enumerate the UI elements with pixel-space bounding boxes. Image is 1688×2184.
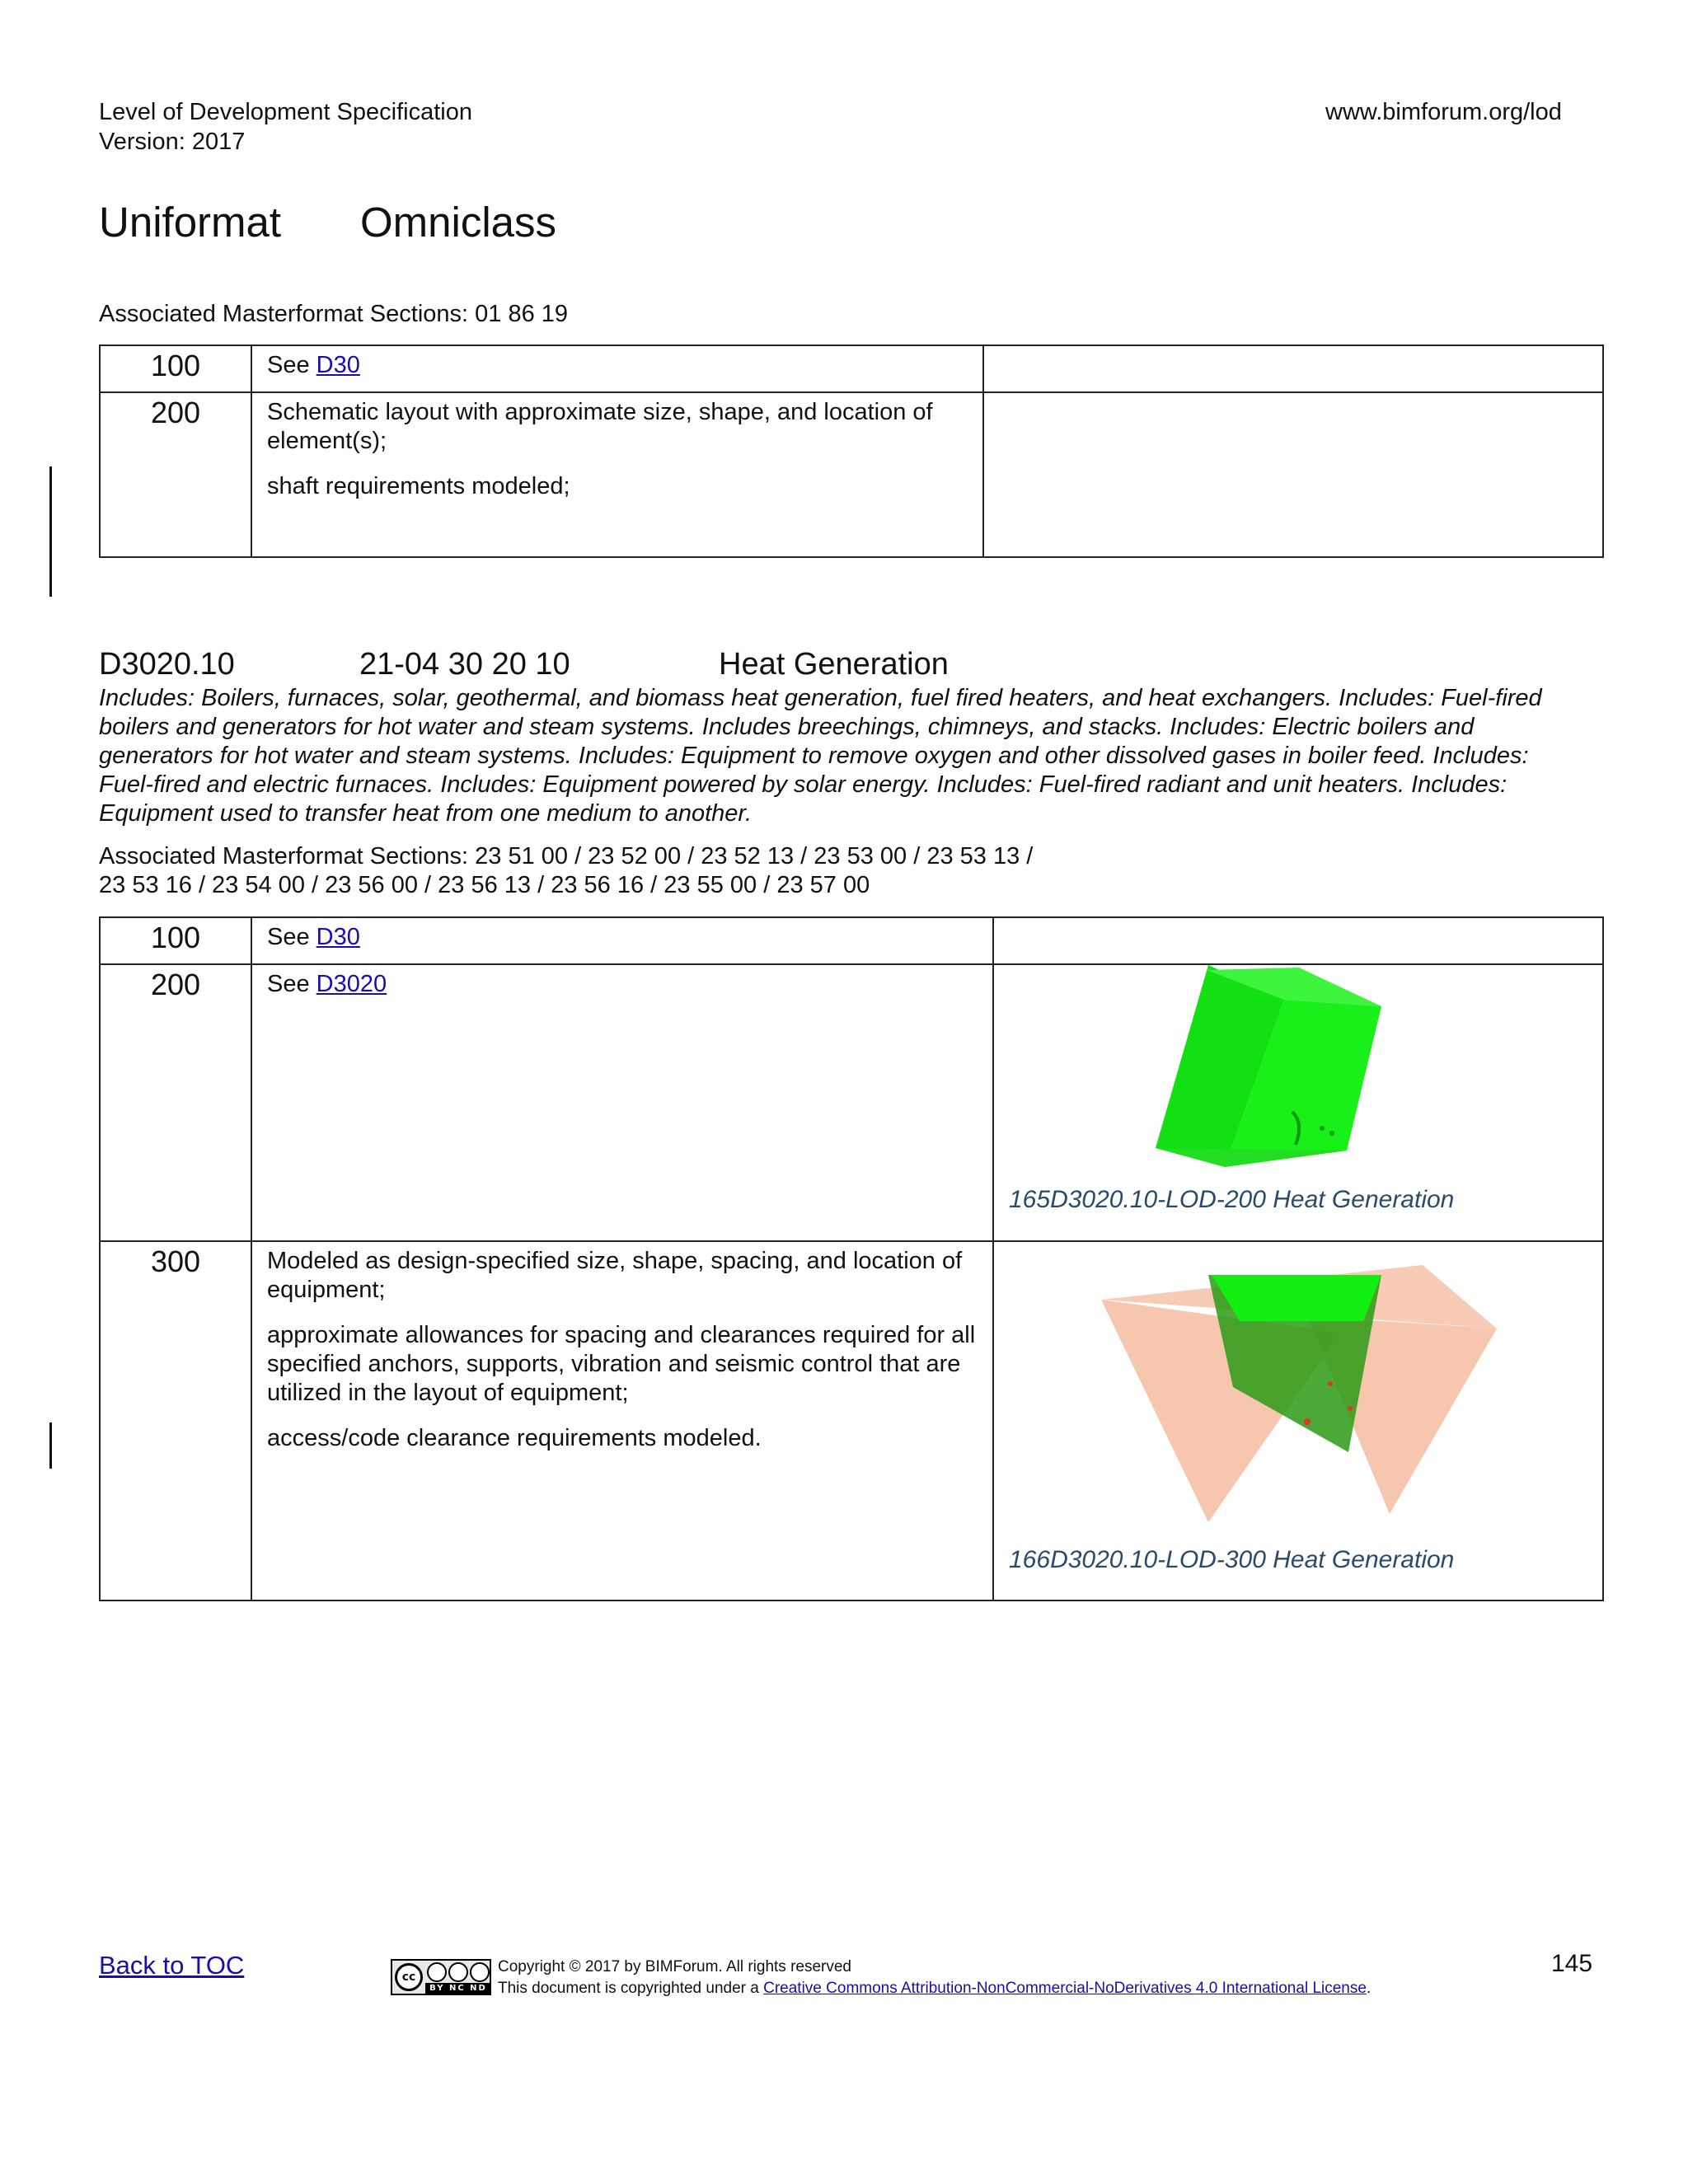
masterformat-sections-2-line2: 23 53 16 / 23 54 00 / 23 56 00 / 23 56 13 / 23 56 16 / 23 55 00 / 23 57 00 <box>99 872 870 898</box>
license-suffix: . <box>1366 1980 1372 1997</box>
table-row <box>100 1241 1603 1601</box>
omniclass-heading: Omniclass <box>360 199 557 246</box>
description-paragraph: Schematic layout with approximate size, shape, and location of element(s); <box>267 399 933 454</box>
equipment-box-top <box>1212 1275 1381 1321</box>
table-row <box>100 392 1603 557</box>
cc-badge-text: BY NC ND <box>425 1983 491 1994</box>
lod-image-cell <box>983 392 1603 557</box>
masterformat-sections-1: Associated Masterformat Sections: 01 86 19 <box>99 301 569 327</box>
revision-bar <box>49 466 52 597</box>
lod-table-1 <box>99 344 1604 558</box>
table-row <box>100 345 1603 392</box>
table-row <box>100 964 1603 1241</box>
website-url[interactable]: www.bimforum.org/lod <box>1325 99 1562 125</box>
license-link[interactable]: Creative Commons Attribution-NonCommercial-NoDerivatives 4.0 International License <box>763 1980 1367 1997</box>
lod-description <box>251 917 993 964</box>
lod-description <box>251 345 983 392</box>
section-title: Heat Generation <box>719 647 949 682</box>
section-omniclass: 21-04 30 20 10 <box>359 647 570 682</box>
lod-300-heat-generation-image <box>994 1242 1604 1539</box>
spec-title: Level of Development Specification <box>99 99 472 125</box>
creative-commons-badge[interactable] <box>391 1959 491 1995</box>
nc-icon <box>448 1962 468 1982</box>
lod-level: 100 <box>100 917 251 964</box>
section-includes: Includes: Boilers, furnaces, solar, geothermal, and biomass heat generation, fuel fired heaters, and heat exchangers. Includes: Fuel-fired boilers and generators for hot water and steam systems. Includes breechings, chimneys, and stacks. Includes: Electric boilers and generators for hot water and steam systems. Includes: Equipment to remove oxygen and other dissolved gases in boiler feed. Includes: Fuel-fired and electric furnaces. Includes: Equipment powered by solar energy. Includes: Fuel-fired radiant and unit heaters. Includes: Equipment used to transfer heat from one medium to another. <box>99 685 1542 827</box>
lod-level: 100 <box>100 345 251 392</box>
lod-level: 200 <box>100 964 251 1241</box>
description-paragraph: shaft requirements modeled; <box>267 473 570 499</box>
description-paragraph: approximate allowances for spacing and clearances required for all specified anchors, supports, vibration and seismic control that are utilized in the layout of equipment; <box>267 1322 976 1406</box>
lod-image-cell <box>993 1241 1603 1601</box>
description-paragraph: Modeled as design-specified size, shape, spacing, and location of equipment; <box>267 1248 963 1303</box>
section-code: D3020.10 <box>99 647 235 682</box>
lod-image-cell <box>993 964 1603 1241</box>
license-prefix: This document is copyrighted under a <box>498 1980 764 1997</box>
description-paragraph: access/code clearance requirements modeled. <box>267 1425 762 1451</box>
back-to-toc-link[interactable]: Back to TOC <box>99 1951 245 1980</box>
revision-bar <box>49 1422 52 1469</box>
figure-caption-165: 165D3020.10-LOD-200 Heat Generation <box>1009 1186 1455 1213</box>
lod-image-cell <box>993 917 1603 964</box>
lod-description <box>251 1241 993 1601</box>
page-number: 145 <box>1551 1950 1593 1977</box>
cc-icon: cc <box>395 1963 423 1991</box>
copyright-text: Copyright © 2017 by BIMForum. All rights reserved <box>498 1958 852 1975</box>
by-icon <box>427 1962 447 1982</box>
see-text: See <box>267 924 316 950</box>
lod-image-cell <box>983 345 1603 392</box>
lod-level: 200 <box>100 392 251 557</box>
lod-table-2 <box>99 916 1604 1601</box>
figure-caption-166: 166D3020.10-LOD-300 Heat Generation <box>1009 1546 1455 1573</box>
see-text: See <box>267 971 316 997</box>
d3020-link[interactable]: D3020 <box>316 971 387 997</box>
spec-version: Version: 2017 <box>99 129 246 155</box>
d30-link[interactable]: D30 <box>316 352 360 378</box>
see-text: See <box>267 352 316 378</box>
d30-link[interactable]: D30 <box>316 924 360 950</box>
lod-description <box>251 964 993 1241</box>
nd-icon <box>470 1962 490 1982</box>
table-row <box>100 917 1603 964</box>
uniformat-heading: Uniformat <box>99 199 282 246</box>
lod-level: 300 <box>100 1241 251 1601</box>
masterformat-sections-2-line1: Associated Masterformat Sections: 23 51 00 / 23 52 00 / 23 52 13 / 23 53 00 / 23 53 13 / <box>99 843 1034 869</box>
lod-description <box>251 392 983 557</box>
license-text <box>498 1978 1371 1999</box>
